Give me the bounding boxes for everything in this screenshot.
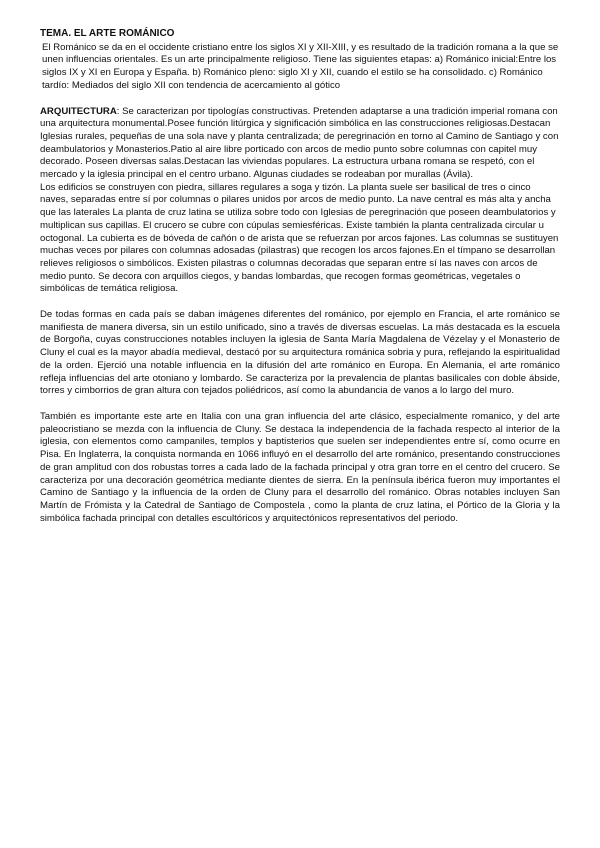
intro-paragraph: El Románico se da en el occidente cristiano entre los siglos XI y XII-XIII, y es resultado de la tradición romana a la que se unen influencias orientales. Es un arte principalmente religioso. Tiene las siguientes etapas: a) Románico inicial:Entre los siglos IX y XI en Europa y España. b) Románico pleno: siglo XI y XII, cuando el estilo se ha consolidado. c) Románico tardío: Mediados del siglo XII con tendencia de acercamiento al gótico (42, 41, 559, 91)
document-title: TEMA. EL ARTE ROMÁNICO (40, 28, 175, 39)
paragraph-gap (40, 93, 560, 106)
paragraph-gap (40, 398, 560, 411)
arquitectura-paragraph (40, 106, 560, 182)
countries-paragraph: De todas formas en cada país se daban imágenes diferentes del románico, por ejemplo en Francia, el arte románico se manifiesta de manera diversa, sin un estilo unificado, sino a través de diversas escuelas. La más destacada es la escuela de Borgoña, cuyas construcciones notables incluyen la iglesia de Santa María Magdalena de Vézelay y el Monasterio de Cluny el cual es la mayor abadía medieval, destacó por su arquitectura románica sobria y pura, reflejando la espiritualidad de la orden. Ejerció una notable influencia en la difusión del arte románico en Europa. En Alemania, el arte románico refleja influencias del arte otoniano y lombardo. Se caracteriza por la prevalencia de plantas basilicales con doble ábside, torres y cimborrios de gran altura con tejados poliédricos, así como la abundancia de vanos a lo largo del muro. (40, 309, 560, 397)
document-page (40, 28, 560, 525)
arquitectura-heading: ARQUITECTURA (40, 105, 117, 117)
italy-paragraph: También es importante este arte en Italia con una gran influencia del arte clásico, especialmente romanico, y del arte paleocristiano se mezda con la influencia de Cluny. Se destaca la independencia de la fachada respecto al interior de la iglesia, con elementos como campaniles, templos y baptisterios que suelen ser independientes entre sí, como ocurre en Pisa. En Inglaterra, la conquista normanda en 1066 influyó en el desarrollo del arte románico, presentando construcciones de gran amplitud con dos robustas torres a cada lado de la fachada principal y otra gran torre en el centro del crucero. Se caracteriza por una decoración geométrica mediante dientes de sierra. En la península ibérica fueron muy importantes el Camino de Santiago y la influencia de la orden de Cluny para el desarrollo del románico. Obras notables incluyen San Martín de Frómista y la Catedral de Santiago de Compostela , como la planta de cruz latina, el Pórtico de la Gloria y la simbólica fachada principal con detalles escultóricos y arquitectónicos representativos del periodo. (40, 410, 560, 524)
paragraph-gap (40, 296, 560, 309)
arquitectura-text: : Se caracterizan por tipologías constructivas. Pretenden adaptarse a una tradición imperial romana con una arquitectura monumental.Posee función litúrgica y significación simbólica en las construcciones religiosas.Destacan Iglesias rurales, pequeñas de una sola nave y planta centralizada; de peregrinación en torno al Camino de Santiago y con deambulatorios y Monasterios.Patio al aire libre porticado con arcos de medio punto sobre columnas con capitel muy decorado. Poseen diversas salas.Destacan las viviendas populares. La estructura urbana romana se respetó, con el mercado y la iglesia principal en el centro urbano. Algunas ciudades se rodeaban por murallas (Ávila). (40, 105, 559, 181)
construction-paragraph: Los edificios se construyen con piedra, sillares regulares a soga y tizón. La planta suele ser basilical de tres o cinco naves, separadas entre sí por columnas o pilares unidos por arcos de medio punto. La nave central es más alta y ancha que las laterales La planta de cruz latina se utiliza sobre todo con Iglesias de peregrinación que poseen deambulatorios y multiplican sus capillas. El crucero se cubre con cúpulas semiesféricas. Existe también la planta centralizada circular u octogonal. La cubierta es de bóveda de cañón o de arista que se refuerzan por arcos fajones. Las columnas se sustituyen muchas veces por pilares con columnas adosadas (pilastras) que recogen los arcos fajones.En el tímpano se desarrollan relieves religiosos o simbólicos. Existen pilastras o columnas decoradas que separan entre sí las naves con arcos de medio punto. Se decora con arquillos ciegos, y bandas lombardas, que recogen formas geométricas, vegetales o simbólicas de temática religiosa. (40, 181, 559, 295)
